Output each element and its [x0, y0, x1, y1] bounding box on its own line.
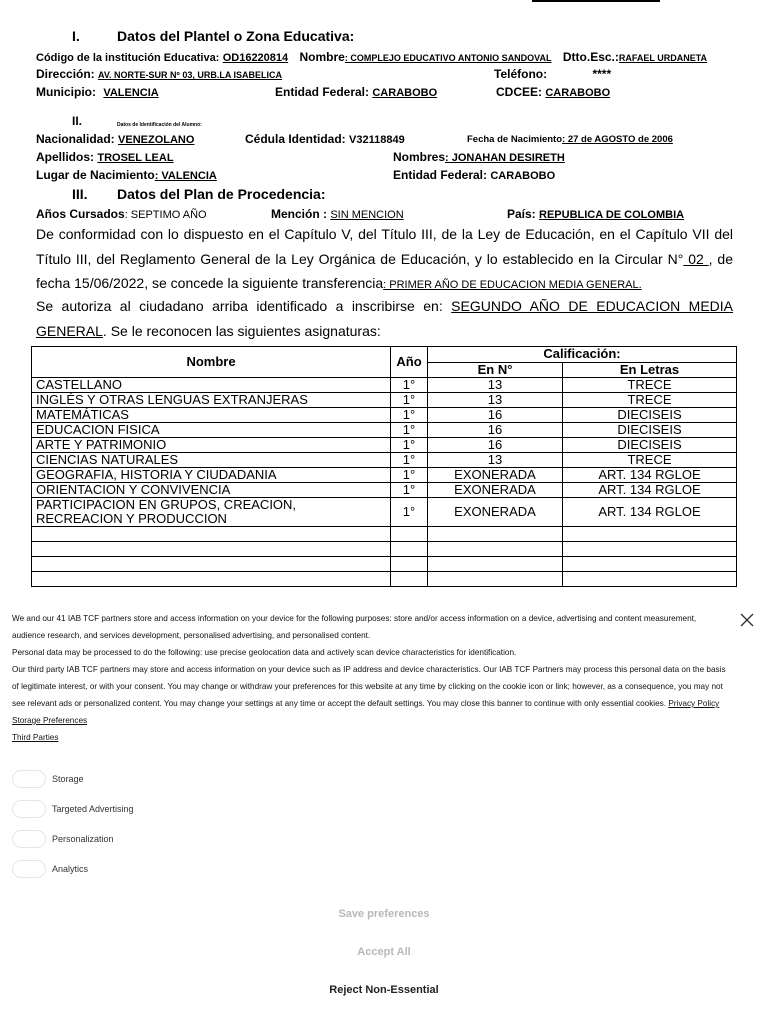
toggle-row-analytics — [12, 860, 88, 878]
subject-name: EDUCACION FISICA — [32, 423, 391, 438]
nacionalidad-label: Nacionalidad: — [36, 132, 115, 146]
header-ano: Año — [391, 347, 428, 378]
cdcee-value: CARABOBO — [545, 87, 611, 99]
subject-grade-number: 16 — [428, 423, 563, 438]
codigo-value: OD16220814 — [222, 52, 289, 64]
targeted-advertising-toggle-label: Targeted Advertising — [52, 804, 134, 814]
subject-name: GEOGRAFIA, HISTORIA Y CIUDADANIA — [32, 468, 391, 483]
lugar-row — [36, 168, 217, 182]
table-row — [32, 438, 737, 453]
subject-grade-number: 16 — [428, 438, 563, 453]
subject-name: INGLÉS Y OTRAS LENGUAS EXTRANJERAS — [32, 393, 391, 408]
dtto-label: Dtto.Esc.: — [562, 50, 619, 64]
header-en-letras: En Letras — [563, 362, 737, 378]
entidad1-value: CARABOBO — [372, 87, 438, 99]
entidad2-value: CARABOBO — [490, 170, 556, 182]
nacionalidad-row — [36, 132, 194, 146]
mencion-value: SIN MENCION — [330, 209, 404, 221]
subject-grade-number: EXONERADA — [428, 468, 563, 483]
subject-year: 1° — [391, 438, 428, 453]
header-nombre: Nombre — [32, 347, 391, 378]
subject-year: 1° — [391, 483, 428, 498]
apellidos-value: TROSEL LEAL — [97, 152, 174, 164]
nombres-row — [393, 150, 565, 164]
section1-number: I. — [72, 28, 80, 44]
table-header-row — [32, 347, 737, 363]
nombres-value: : JONAHAN DESIRETH — [445, 152, 565, 164]
subject-grade-letters: DIECISEIS — [563, 438, 737, 453]
top-rule — [532, 0, 660, 3]
subject-year: 1° — [391, 423, 428, 438]
apellidos-row — [36, 150, 174, 164]
nombre-value: : COMPLEJO EDUCATIVO ANTONIO SANDOVAL — [344, 53, 552, 63]
subject-name: PARTICIPACION EN GRUPOS, CREACION, RECREACION Y PRODUCCION — [32, 498, 391, 527]
cedula-row — [245, 132, 405, 146]
anos-value: : SEPTIMO AÑO — [124, 209, 207, 221]
pais-label: País: — [507, 207, 536, 221]
conformity-paragraph — [36, 222, 733, 298]
cedula-value: V32118849 — [349, 134, 405, 146]
subject-name: CIENCIAS NATURALES — [32, 453, 391, 468]
anos-row — [36, 207, 207, 221]
telefono-label: Teléfono: — [494, 67, 548, 81]
entidad2-label: Entidad Federal: — [393, 168, 488, 182]
inscribirse-value: SEGUNDO AÑO DE EDUCACION MEDIA GENERAL — [36, 298, 733, 339]
subject-year: 1° — [391, 468, 428, 483]
entidad1-label: Entidad Federal: — [275, 85, 370, 99]
table-row-empty — [32, 527, 737, 542]
toggle-row-targeted-advertising — [12, 800, 134, 818]
section3-title: Datos del Plan de Procedencia: — [117, 186, 326, 202]
subject-grade-letters: ART. 134 RGLOE — [563, 483, 737, 498]
close-icon — [737, 610, 757, 630]
table-row — [32, 378, 737, 393]
direccion-value: AV. NORTE-SUR Nº 03, URB.LA ISABELICA — [98, 70, 283, 80]
toggle-row-storage — [12, 770, 84, 788]
entidad1-row — [275, 85, 437, 99]
targeted-advertising-toggle[interactable] — [12, 800, 46, 818]
close-banner-button[interactable] — [737, 610, 757, 630]
fecha-label: Fecha de Nacimiento — [467, 134, 563, 145]
consent-text — [12, 610, 727, 746]
toggle-row-personalization — [12, 830, 114, 848]
subject-grade-letters: ART. 134 RGLOE — [563, 498, 737, 527]
direccion-label: Dirección: — [36, 67, 95, 81]
storage-preferences-link[interactable]: Storage Preferences — [12, 716, 88, 725]
table-row-empty — [32, 557, 737, 572]
subject-grade-number: EXONERADA — [428, 483, 563, 498]
paragraph-text-4: . Se le reconocen las siguientes asignaturas: — [102, 322, 381, 339]
save-preferences-button[interactable]: Save preferences — [338, 908, 430, 920]
subject-grade-number: 13 — [428, 453, 563, 468]
table-row — [32, 468, 737, 483]
subject-year: 1° — [391, 378, 428, 393]
header-en-numero: En N° — [428, 362, 563, 378]
storage-toggle-label: Storage — [52, 774, 84, 784]
direccion-row — [36, 67, 282, 81]
table-row — [32, 423, 737, 438]
subject-grade-letters: DIECISEIS — [563, 423, 737, 438]
codigo-row — [36, 50, 707, 64]
table-row — [32, 453, 737, 468]
reject-non-essential-button[interactable]: Reject Non-Essential — [329, 984, 439, 996]
municipio-value: VALENCIA — [103, 87, 159, 99]
cdcee-label: CDCEE: — [496, 85, 543, 99]
cedula-label: Cédula Identidad: — [245, 132, 346, 146]
nombre-label: Nombre — [299, 50, 345, 64]
lugar-value: : VALENCIA — [154, 170, 217, 182]
subject-year: 1° — [391, 408, 428, 423]
entidad2-row — [393, 168, 555, 182]
paragraph-text-2: , de fecha 15/06/2022, se concede la siguiente transferencia — [36, 250, 733, 291]
table-row — [32, 483, 737, 498]
third-parties-link[interactable]: Third Parties — [12, 733, 59, 742]
subject-name: ARTE Y PATRIMONIO — [32, 438, 391, 453]
grades-table — [31, 346, 737, 587]
subject-grade-number: 13 — [428, 378, 563, 393]
consent-paragraph-3 — [12, 661, 727, 712]
section2-number: II. — [72, 114, 83, 128]
privacy-policy-link[interactable]: Privacy Policy — [668, 699, 720, 708]
subject-grade-number: 13 — [428, 393, 563, 408]
subject-grade-letters: ART. 134 RGLOE — [563, 468, 737, 483]
paragraph-text-1: De conformidad con lo dispuesto en el Capítulo V, del Título III, de la Ley de Educación, en el Capítulo VII del Título III, del Reglamento General de la Ley Orgánica de Educación, y lo establecido en la Circular N° — [36, 226, 733, 267]
transferencia-value: : PRIMER AÑO DE EDUCACION MEDIA GENERAL. — [383, 279, 642, 291]
subject-name: ORIENTACION Y CONVIVENCIA — [32, 483, 391, 498]
table-row — [32, 393, 737, 408]
table-row — [32, 498, 737, 527]
mencion-row — [271, 207, 404, 221]
municipio-row — [36, 85, 159, 99]
subject-name: MATEMÁTICAS — [32, 408, 391, 423]
codigo-label: Código de la institución Educativa: — [36, 52, 220, 64]
lugar-label: Lugar de Nacimiento — [36, 168, 155, 182]
pais-value: REPUBLICA DE COLOMBIA — [539, 209, 685, 221]
consent-paragraph-1: We and our 41 IAB TCF partners store and access information on your device for the following purposes: store and/or access information on a device, advertising and content measurement, audience research, and services development, personalised advertising, and personalised content. — [12, 614, 697, 640]
circular-number: 02 — [683, 250, 709, 267]
table-row-empty — [32, 542, 737, 557]
nacionalidad-value: VENEZOLANO — [118, 134, 195, 146]
paragraph-text-3: Se autoriza al ciudadano arriba identificado a inscribirse en: — [36, 298, 452, 314]
table-row-empty — [32, 572, 737, 587]
consent-paragraph-2: Personal data may be processed to do the following: use precise geolocation data and actively scan device characteristics for identification. — [12, 648, 517, 657]
section1-title: Datos del Plantel o Zona Educativa: — [117, 28, 355, 44]
apellidos-label: Apellidos: — [36, 150, 95, 164]
storage-toggle[interactable] — [12, 770, 46, 788]
subject-year: 1° — [391, 498, 428, 527]
subject-grade-letters: TRECE — [563, 378, 737, 393]
subject-grade-letters: TRECE — [563, 453, 737, 468]
analytics-toggle[interactable] — [12, 860, 46, 878]
municipio-label: Municipio: — [36, 85, 96, 99]
anos-label: Años Cursados — [36, 207, 125, 221]
fecha-value: : 27 de AGOSTO de 2006 — [562, 134, 673, 145]
subject-grade-number: EXONERADA — [428, 498, 563, 527]
subject-year: 1° — [391, 453, 428, 468]
fecha-row — [467, 134, 673, 145]
consent-paragraph-3-text: Our third party IAB TCF partners may store and access information on your device such as IP address and device characteristics. Our IAB TCF Partners may process this personal data on the basis of legitimate interest, or with your consent. You may change or withdraw your preferences for this website at any time by clicking on the cookie icon or link; however, as a consequence, you may not see relevant ads or personalized content. You may change your settings at any time or accept the default settings. You may close this banner to continue with only essential cookies. — [12, 665, 726, 708]
telefono-value: **** — [592, 67, 612, 81]
telefono-row — [494, 67, 611, 81]
subject-grade-number: 16 — [428, 408, 563, 423]
analytics-toggle-label: Analytics — [52, 864, 89, 874]
pais-row — [507, 207, 684, 221]
personalization-toggle[interactable] — [12, 830, 46, 848]
header-calificacion: Calificación: — [428, 347, 737, 363]
dtto-value: RAFAEL URDANETA — [618, 53, 708, 63]
nombres-label: Nombres — [393, 150, 446, 164]
subject-name: CASTELLANO — [32, 378, 391, 393]
table-row — [32, 408, 737, 423]
subject-grade-letters: DIECISEIS — [563, 408, 737, 423]
cdcee-row — [496, 85, 610, 99]
section3-number: III. — [72, 186, 88, 202]
mencion-label: Mención : — [271, 207, 327, 221]
subject-year: 1° — [391, 393, 428, 408]
personalization-toggle-label: Personalization — [52, 834, 114, 844]
section2-title: Datos de Identificación del Alumno: — [117, 122, 202, 128]
authorization-paragraph — [36, 294, 733, 343]
accept-all-button[interactable]: Accept All — [357, 946, 411, 958]
subject-grade-letters: TRECE — [563, 393, 737, 408]
